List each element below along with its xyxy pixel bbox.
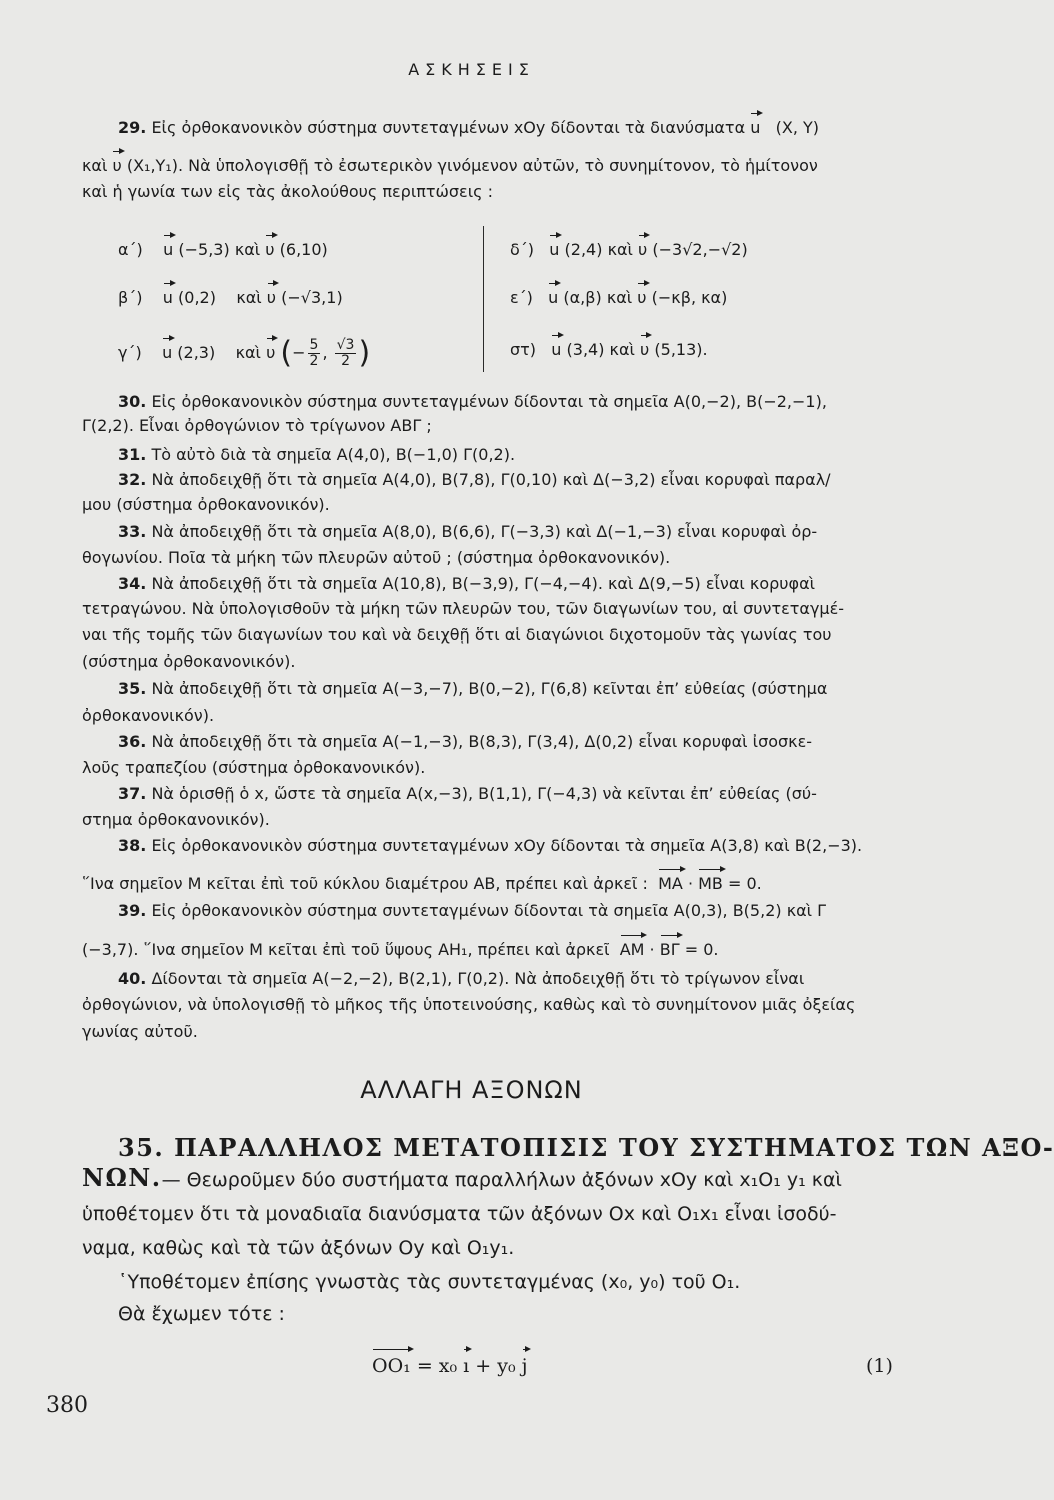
vector-v: υ xyxy=(112,156,122,175)
exercise-29-line-1: 29. Εἰς ὀρθοκανονικὸν σύστημα συντεταγμένων xOy δίδονται τὰ διανύσματα u (X, Y) xyxy=(118,118,819,137)
case-beta: β΄) u (0,2) καὶ υ (−√3,1) xyxy=(118,288,343,307)
case-alpha: α΄) u (−5,3) καὶ υ (6,10) xyxy=(118,240,328,259)
equation-number: (1) xyxy=(866,1355,893,1377)
section-35-line-2: ΝΩΝ.— Θεωροῦμεν δύο συστήματα παραλλήλων ἀξόνων xOy καὶ x₁O₁ y₁ καὶ xyxy=(82,1163,842,1192)
exercise-35-line-1: 35. Νὰ ἀποδειχθῇ ὅτι τὰ σημεῖα Α(−3,−7), Β(0,−2), Γ(6,8) κεῖνται ἐπ’ εὐθείας (σύστημα xyxy=(118,679,828,698)
exercise-33-line-2: θογωνίου. Ποῖα τὰ μήκη τῶν πλευρῶν αὐτοῦ ; (σύστημα ὀρθοκανονικόν). xyxy=(82,548,671,567)
page-number: 380 xyxy=(46,1393,88,1418)
case-gamma: γ΄) u (2,3) καὶ υ (− $\frac{5}{2}$ , $\frac{√3}{2}$ ) xyxy=(118,335,371,371)
case-st: στ) u (3,4) καὶ υ (5,13). xyxy=(510,340,708,359)
equation-1: ΟΟ₁ = x₀ ı + y₀ j xyxy=(372,1355,528,1377)
vector-u: u xyxy=(750,118,761,137)
case-epsilon: ε΄) u (α,β) καὶ υ (−κβ, κα) xyxy=(510,288,728,307)
exercise-38-line-1: 38. Εἰς ὀρθοκανονικὸν σύστημα συντεταγμένων xOy δίδονται τὰ σημεῖα Α(3,8) καὶ Β(2,−3). xyxy=(118,836,863,855)
vector-oo1: ΟΟ₁ xyxy=(372,1355,411,1377)
exercise-37-line-1: 37. Νὰ ὁρισθῇ ὁ x, ὥστε τὰ σημεῖα Α(x,−3), Β(1,1), Γ(−4,3) νὰ κεῖνται ἐπ’ εὐθείας (σύ- xyxy=(118,784,817,803)
exercise-35-line-2: ὀρθοκανονικόν). xyxy=(82,706,215,725)
exercise-34-line-1: 34. Νὰ ἀποδειχθῇ ὅτι τὰ σημεῖα Α(10,8), Β(−3,9), Γ(−4,−4). καὶ Δ(9,−5) εἶναι κορυφαὶ xyxy=(118,574,816,593)
section-title: ΑΛΛΑΓΗ ΑΞΟΝΩΝ xyxy=(360,1076,583,1104)
section-35-line-4: ναμα, καθὼς καὶ τὰ τῶν ἀξόνων Οy καὶ Ο₁y₁. xyxy=(82,1237,515,1259)
vector-mb: ΜΒ xyxy=(698,874,723,893)
exercise-29-line-2: καὶ υ (X₁,Y₁). Νὰ ὑπολογισθῇ τὸ ἐσωτερικὸν γινόμενον αὐτῶν, τὸ συνημίτονον, τὸ ἡμίτονον xyxy=(82,156,818,175)
exercise-32-line-2: μου (σύστημα ὀρθοκανονικόν). xyxy=(82,495,330,514)
exercise-40-line-1: 40. Δίδονται τὰ σημεῖα Α(−2,−2), Β(2,1), Γ(0,2). Νὰ ἀποδειχθῇ ὅτι τὸ τρίγωνον εἶναι xyxy=(118,969,805,988)
exercise-40-line-3: γωνίας αὐτοῦ. xyxy=(82,1022,198,1041)
exercise-34-line-3: ναι τῆς τομῆς τῶν διαγωνίων του καὶ νὰ δειχθῇ ὅτι αἱ διαγώνιοι διχοτομοῦν τὰς γωνίας του xyxy=(82,625,832,644)
exercise-33-line-1: 33. Νὰ ἀποδειχθῇ ὅτι τὰ σημεῖα Α(8,0), Β(6,6), Γ(−3,3) καὶ Δ(−1,−3) εἶναι κορυφαὶ ὀρ- xyxy=(118,522,818,541)
exercise-30-line-1: 30. Εἰς ὀρθοκανονικὸν σύστημα συντεταγμένων δίδονται τὰ σημεῖα Α(0,−2), Β(−2,−1), xyxy=(118,392,827,411)
exercise-34-line-4: (σύστημα ὀρθοκανονικόν). xyxy=(82,652,296,671)
exercise-36-line-1: 36. Νὰ ἀποδειχθῇ ὅτι τὰ σημεῖα Α(−1,−3), Β(8,3), Γ(3,4), Δ(0,2) εἶναι κορυφαὶ ἰσοσκε- xyxy=(118,732,812,751)
section-35-line-3: ὑποθέτομεν ὅτι τὰ μοναδιαῖα διανύσματα τῶν ἀξόνων Οx καὶ Ο₁x₁ εἶναι ἰσοδύ- xyxy=(82,1203,837,1225)
exercise-36-line-2: λοῦς τραπεζίου (σύστημα ὀρθοκανονικόν). xyxy=(82,758,426,777)
section-35-title-line-1: 35. ΠΑΡΑΛΛΗΛΟΣ ΜΕΤΑΤΟΠΙΣΙΣ ΤΟΥ ΣΥΣΤΗΜΑΤΟΣ ΤΩΝ ΑΞΟ- xyxy=(118,1133,1054,1162)
exercise-39-line-1: 39. Εἰς ὀρθοκανονικὸν σύστημα συντεταγμένων δίδονται τὰ σημεῖα Α(0,3), Β(5,2) καὶ Γ xyxy=(118,901,827,920)
exercise-34-line-2: τετραγώνου. Νὰ ὑπολογισθοῦν τὰ μήκη τῶν πλευρῶν του, τῶν διαγωνίων του, αἱ συντεταγμέ- xyxy=(82,599,845,618)
exercise-32-line-1: 32. Νὰ ἀποδειχθῇ ὅτι τὰ σημεῖα Α(4,0), Β(7,8), Γ(0,10) καὶ Δ(−3,2) εἶναι κορυφαὶ παραλ/ xyxy=(118,470,831,489)
exercise-37-line-2: στημα ὀρθοκανονικόν). xyxy=(82,810,270,829)
exercise-31-line-1: 31. Τὸ αὐτὸ διὰ τὰ σημεῖα Α(4,0), Β(−1,0) Γ(0,2). xyxy=(118,445,516,464)
case-delta: δ΄) u (2,4) καὶ υ (−3√2,−√2) xyxy=(510,240,748,259)
exercise-29-line-3: καὶ ἡ γωνία των εἰς τὰς ἀκολούθους περιπτώσεις : xyxy=(82,182,493,201)
vector-ma: ΜΑ xyxy=(658,874,683,893)
page-header: ΑΣΚΗΣΕΙΣ xyxy=(408,60,535,79)
exercise-30-line-2: Γ(2,2). Εἶναι ὀρθογώνιον τὸ τρίγωνον ΑΒΓ ; xyxy=(82,416,432,435)
vector-am: ΑΜ xyxy=(619,940,645,959)
section-35-line-6: Θὰ ἔχωμεν τότε : xyxy=(118,1303,285,1325)
exercise-38-line-2: ῞Ινα σημεῖον Μ κεῖται ἐπὶ τοῦ κύκλου διαμέτρου ΑΒ, πρέπει καὶ ἀρκεῖ : ΜΑ · ΜΒ = 0. xyxy=(82,874,762,893)
exercise-40-line-2: ὀρθογώνιον, νὰ ὑπολογισθῇ τὸ μῆκος τῆς ὑποτεινούσης, καθὼς καὶ τὸ συνημίτονον μιᾶς ὀξείας xyxy=(82,995,856,1014)
unit-vector-i: ı xyxy=(463,1355,470,1377)
exercise-number: 29. xyxy=(118,118,147,137)
unit-vector-j: j xyxy=(521,1355,528,1377)
section-35-line-5: ῾Υποθέτομεν ἐπίσης γνωστὰς τὰς συντεταγμένας (x₀, y₀) τοῦ Ο₁. xyxy=(118,1271,741,1293)
vector-bg: ΒΓ xyxy=(659,940,680,959)
exercise-39-line-2: (−3,7). ῞Ινα σημεῖον Μ κεῖται ἐπὶ τοῦ ὕψους ΑΗ₁, πρέπει καὶ ἀρκεῖ ΑΜ · ΒΓ = 0. xyxy=(82,940,719,959)
cases-divider xyxy=(483,226,484,372)
